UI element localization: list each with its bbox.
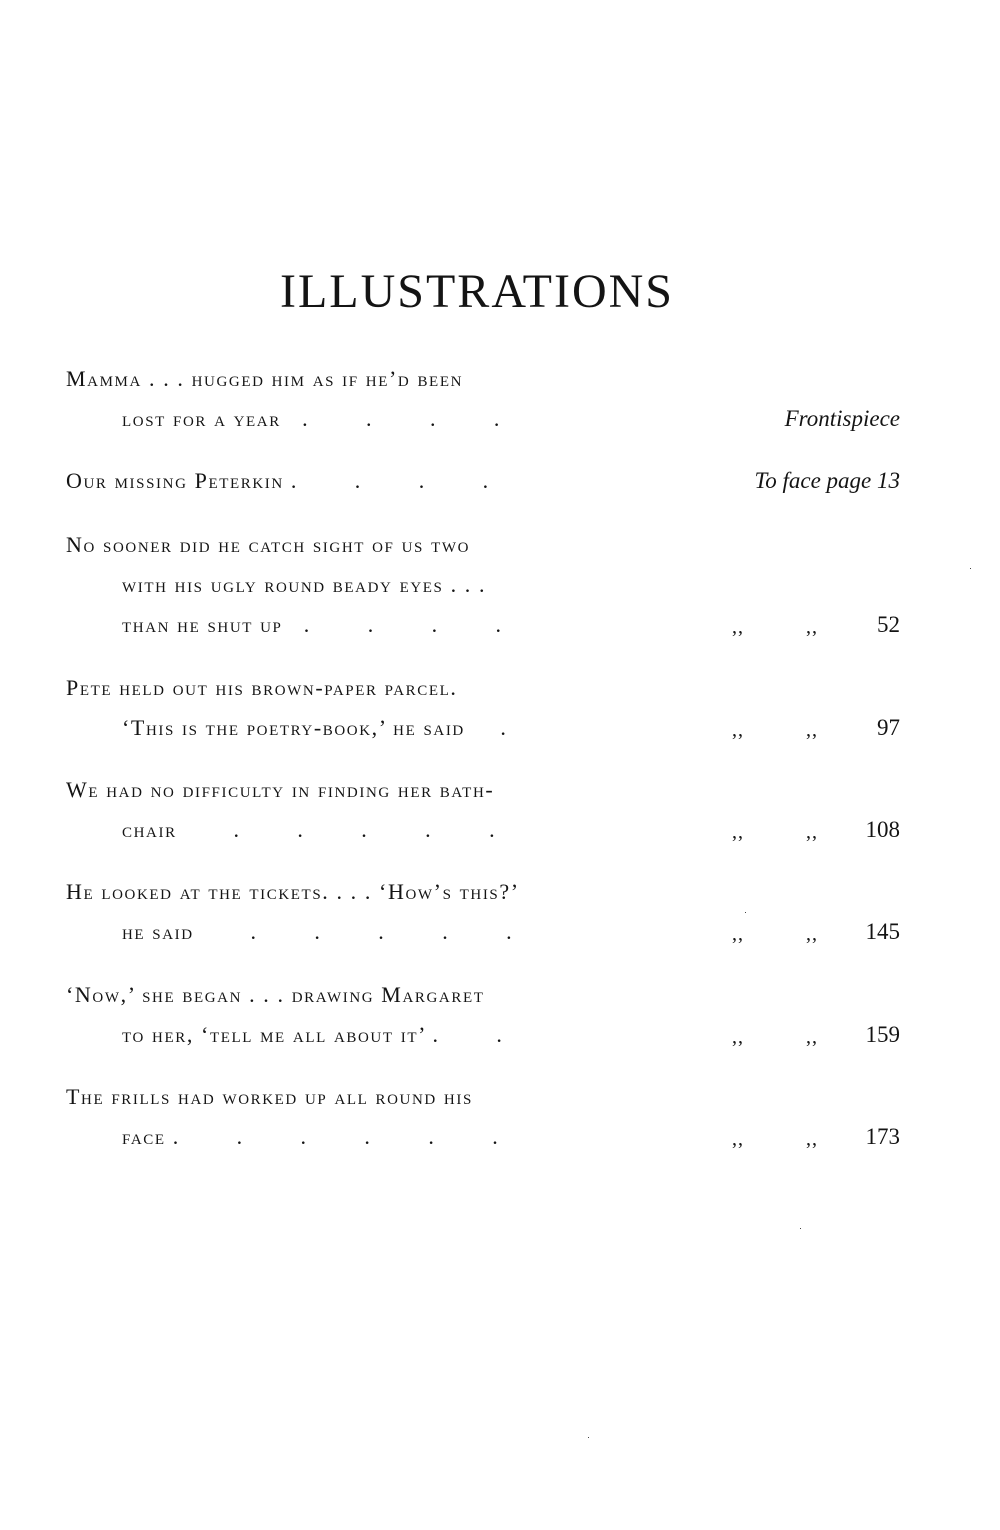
entry-line: [66, 359, 900, 399]
entry-line: [66, 399, 900, 439]
entry-caption-line: Our missing Peterkin . . . .: [66, 468, 490, 493]
illustration-entry: [66, 872, 900, 952]
page-number: 145: [865, 919, 900, 944]
print-speck: [970, 568, 971, 569]
entry-line: [66, 1015, 900, 1055]
page-title: [0, 262, 1000, 322]
print-speck: [800, 1228, 801, 1229]
entry-line: [66, 1117, 900, 1157]
entry-line: [66, 975, 900, 1015]
page-number: 108: [865, 817, 900, 842]
ditto-mark: ,,: [732, 719, 744, 741]
entry-caption-line: ‘Now,’ she began . . . drawing Margaret: [66, 982, 485, 1007]
page-reference: Frontispiece: [784, 406, 900, 431]
entry-caption-line: We had no difficulty in finding her bath-: [66, 777, 495, 802]
entry-line: [66, 525, 900, 565]
illustration-entry: [66, 975, 900, 1055]
entry-line: [66, 605, 900, 645]
ditto-mark: ,,: [732, 821, 744, 843]
entry-caption-line: The frills had worked up all round his: [66, 1084, 473, 1109]
page-number: 173: [865, 1124, 900, 1149]
page-number: 97: [877, 715, 900, 740]
entry-line: [66, 872, 900, 912]
entry-caption-line: chair . . . . .: [122, 817, 497, 842]
page-number: 52: [877, 612, 900, 637]
illustration-entry: [66, 525, 900, 645]
entry-line: [66, 1077, 900, 1117]
illustration-entry: [66, 770, 900, 850]
entry-caption-line: No sooner did he catch sight of us two: [66, 532, 471, 557]
entry-line: [66, 461, 900, 501]
ditto-mark: ,,: [806, 719, 818, 741]
entry-caption-line: with his ugly round beady eyes . . .: [122, 572, 487, 597]
ditto-mark: ,,: [806, 1128, 818, 1150]
illustration-entry: [66, 1077, 900, 1157]
illustration-entry: [66, 359, 900, 439]
ditto-mark: ,,: [806, 616, 818, 638]
page-reference: To face page 13: [754, 468, 900, 493]
ditto-mark: ,,: [732, 923, 744, 945]
entry-caption-line: ‘This is the poetry-book,’ he said .: [122, 715, 508, 740]
entry-caption-line: to her, ‘tell me all about it’ . .: [122, 1022, 504, 1047]
entry-caption-line: than he shut up . . . .: [122, 612, 503, 637]
entry-line: [66, 668, 900, 708]
page-title-text: ILLUSTRATIONS: [280, 265, 674, 318]
entry-line: [66, 770, 900, 810]
illustration-entry: [66, 668, 900, 748]
ditto-mark: ,,: [806, 821, 818, 843]
ditto-mark: ,,: [732, 1128, 744, 1150]
print-speck: [745, 912, 746, 913]
entry-caption-line: Pete held out his brown-paper parcel.: [66, 675, 458, 700]
entry-caption-line: face . . . . . .: [122, 1124, 500, 1149]
entry-line: [66, 810, 900, 850]
entry-caption-line: He looked at the tickets. . . . ‘How’s this?’: [66, 879, 520, 904]
ditto-mark: ,,: [806, 1026, 818, 1048]
page-number: 159: [865, 1022, 900, 1047]
illustration-entry: [66, 461, 900, 501]
ditto-mark: ,,: [806, 923, 818, 945]
entry-line: [66, 708, 900, 748]
print-speck: [588, 1437, 589, 1438]
entry-caption-line: lost for a year . . . .: [122, 406, 501, 431]
entry-line: [66, 565, 900, 605]
entry-caption-line: Mamma . . . hugged him as if he’d been: [66, 366, 464, 391]
entry-line: [66, 912, 900, 952]
entry-caption-line: he said . . . . .: [122, 919, 514, 944]
ditto-mark: ,,: [732, 1026, 744, 1048]
ditto-mark: ,,: [732, 616, 744, 638]
